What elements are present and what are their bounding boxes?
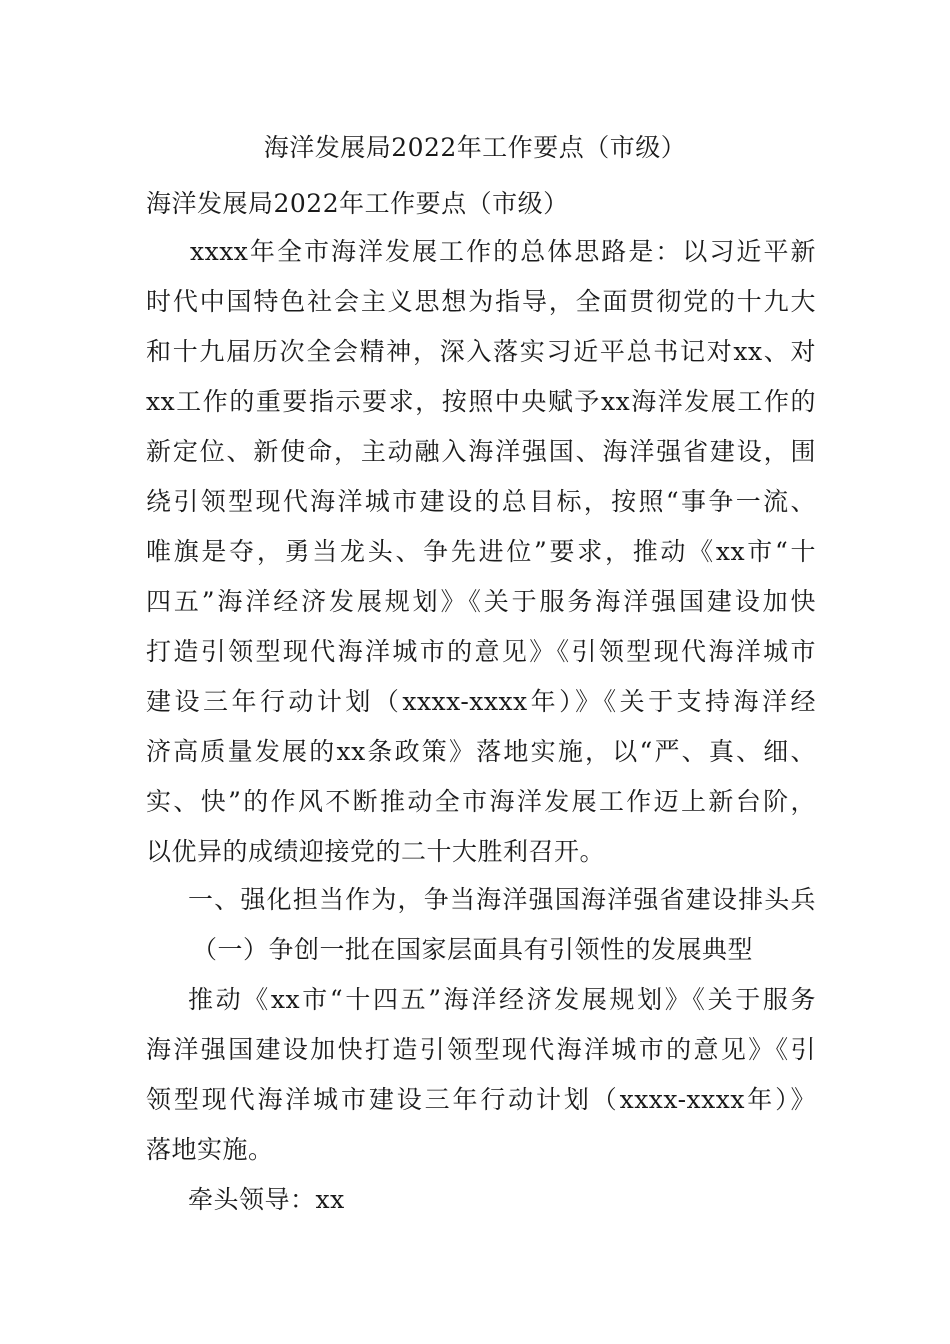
paragraph-line: 海洋强国建设加快打造引领型现代海洋城市的意见》《引 bbox=[146, 1035, 816, 1064]
intro-line: 唯旗是夺，勇当龙头、争先进位”要求，推动《xx市“十 bbox=[146, 537, 816, 566]
paragraph-line: 领型现代海洋城市建设三年行动计划（xxxx-xxxx年）》 bbox=[146, 1085, 816, 1114]
document-subtitle: 海洋发展局2022年工作要点（市级） bbox=[146, 189, 569, 218]
intro-line: 时代中国特色社会主义思想为指导，全面贯彻党的十九大 bbox=[146, 287, 816, 316]
intro-line: 四五”海洋经济发展规划》《关于服务海洋强国建设加快 bbox=[146, 587, 816, 616]
paragraph-line: 推动《xx市“十四五”海洋经济发展规划》《关于服务 bbox=[188, 985, 816, 1014]
intro-line: 打造引领型现代海洋城市的意见》《引领型现代海洋城市 bbox=[146, 637, 816, 666]
intro-line: xxxx年全市海洋发展工作的总体思路是：以习近平新 bbox=[190, 237, 816, 266]
section-heading: 一、强化担当作为，争当海洋强国海洋强省建设排头兵 bbox=[188, 885, 816, 914]
intro-line: 实、快”的作风不断推动全市海洋发展工作迈上新台阶， bbox=[146, 787, 816, 816]
intro-line: 建设三年行动计划（xxxx-xxxx年）》《关于支持海洋经 bbox=[146, 687, 816, 716]
paragraph-line: 落地实施。 bbox=[146, 1135, 274, 1164]
lead-label: 牵头领导：xx bbox=[188, 1185, 345, 1214]
intro-line: 以优异的成绩迎接党的二十大胜利召开。 bbox=[146, 837, 606, 866]
subsection-heading: （一）争创一批在国家层面具有引领性的发展典型 bbox=[192, 935, 754, 964]
intro-line: 绕引领型现代海洋城市建设的总目标，按照“事争一流、 bbox=[146, 487, 816, 516]
intro-line: 新定位、新使命，主动融入海洋强国、海洋强省建设，围 bbox=[146, 437, 816, 466]
intro-line: 济高质量发展的xx条政策》落地实施，以“严、真、细、 bbox=[146, 737, 816, 766]
intro-line: xx工作的重要指示要求，按照中央赋予xx海洋发展工作的 bbox=[146, 387, 816, 416]
document-title: 海洋发展局2022年工作要点（市级） bbox=[263, 133, 687, 162]
intro-line: 和十九届历次全会精神，深入落实习近平总书记对xx、对 bbox=[146, 337, 816, 366]
